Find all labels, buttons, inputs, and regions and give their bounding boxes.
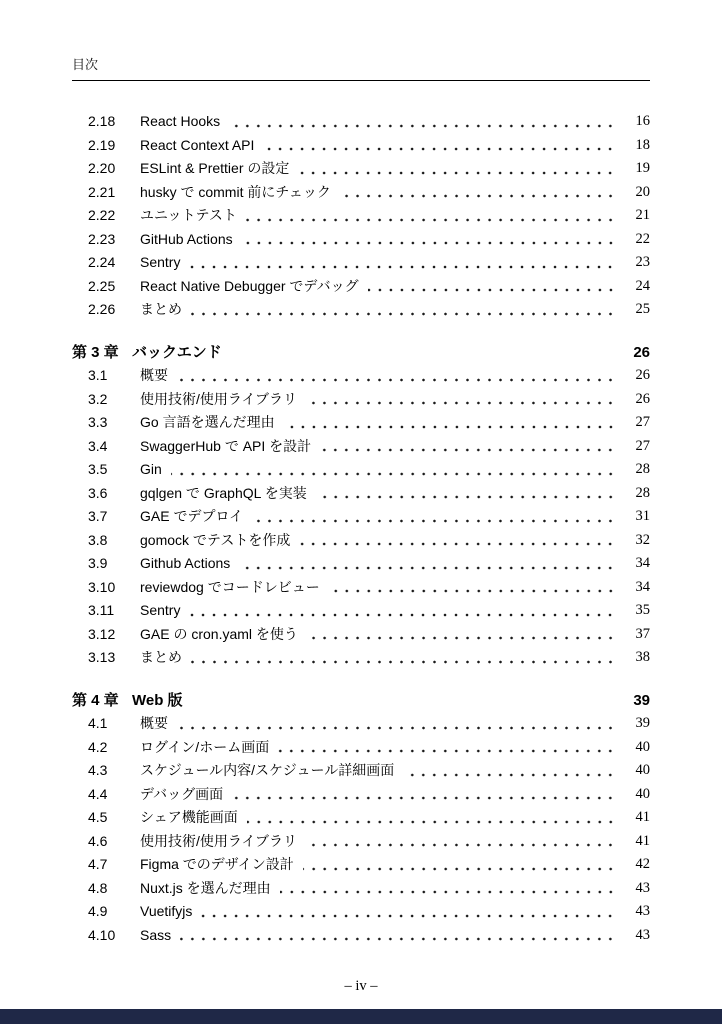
toc-entry[interactable]: [72, 388, 650, 412]
entry-number: 3.11: [88, 602, 115, 618]
chapter-page-number: 39: [633, 691, 650, 709]
entry-page-number: 27: [635, 414, 650, 430]
chapter-number: 第 3 章: [72, 343, 119, 361]
entry-title: GAE でデプロイ: [140, 508, 244, 524]
dot-leader: [229, 110, 616, 134]
page-footer: [0, 978, 722, 995]
toc-entry[interactable]: [72, 552, 650, 576]
dot-leader: [263, 134, 616, 158]
dot-leader: [280, 877, 616, 901]
entry-number: 2.25: [88, 277, 116, 294]
dot-leader: [232, 783, 616, 807]
chapter-number: 第 4 章: [72, 691, 119, 709]
dot-leader: [247, 806, 616, 830]
entry-number: 4.7: [88, 856, 108, 872]
entry-title: まとめ: [140, 301, 182, 317]
toc-entry[interactable]: [72, 900, 650, 924]
dot-leader: [171, 458, 616, 482]
entry-title: reviewdog でコードレビュー: [140, 578, 320, 595]
entry-title: 使用技術/使用ライブラリ: [140, 832, 298, 849]
entry-page-number: 40: [635, 738, 650, 755]
toc-entry[interactable]: [72, 759, 650, 783]
entry-page-number: 40: [635, 762, 650, 778]
entry-number: 2.26: [88, 301, 116, 317]
toc-entry[interactable]: [72, 482, 650, 506]
entry-title: ESLint & Prettier の設定: [140, 160, 290, 176]
toc-list: [72, 110, 650, 947]
toc-entry[interactable]: [72, 623, 650, 647]
toc-entry[interactable]: [72, 853, 650, 877]
entry-page-number: 28: [635, 461, 650, 477]
entry-title: husky で commit 前にチェック: [140, 183, 331, 200]
dot-leader: [403, 759, 616, 783]
toc-entry[interactable]: [72, 458, 650, 482]
viewer-bottom-bar: [0, 1009, 722, 1024]
entry-page-number: 18: [635, 136, 650, 153]
toc-entry[interactable]: [72, 298, 650, 322]
entry-title: 概要: [140, 367, 168, 383]
entry-title: デバッグ画面: [140, 785, 224, 802]
page-header: [72, 54, 650, 81]
entry-number: 4.10: [88, 926, 116, 943]
entry-title: まとめ: [140, 649, 182, 665]
chapter-title: バックエンド: [132, 343, 222, 361]
entry-page-number: 43: [635, 903, 650, 919]
entry-number: 3.9: [88, 555, 108, 571]
entry-number: 2.18: [88, 113, 116, 129]
toc-entry[interactable]: [72, 599, 650, 623]
entry-number: 4.4: [88, 785, 108, 802]
entry-page-number: 43: [635, 879, 650, 896]
entry-page-number: 26: [635, 390, 650, 407]
entry-page-number: 43: [635, 926, 650, 943]
dot-leader: [303, 853, 616, 877]
entry-title: スケジュール内容/スケジュール詳細画面: [140, 762, 395, 778]
entry-number: 4.2: [88, 738, 108, 755]
entry-number: 4.5: [88, 809, 108, 825]
entry-page-number: 35: [635, 602, 650, 618]
entry-number: 2.24: [88, 254, 116, 270]
entry-page-number: 34: [635, 578, 650, 595]
dot-leader: [189, 599, 616, 623]
entry-number: 3.2: [88, 390, 108, 407]
entry-title: Sass: [140, 926, 172, 943]
toc-entry[interactable]: [72, 806, 650, 830]
header-rule: [72, 80, 650, 81]
entry-title: ログイン/ホーム画面: [140, 738, 270, 755]
dot-leader: [252, 505, 616, 529]
entry-page-number: 42: [635, 856, 650, 872]
entry-title: Github Actions: [140, 555, 231, 571]
entry-page-number: 23: [635, 254, 650, 270]
entry-title: Go 言語を選んだ理由: [140, 414, 275, 430]
dot-leader: [242, 228, 616, 252]
dot-leader: [306, 388, 616, 412]
toc-entry[interactable]: [72, 736, 650, 760]
dot-leader: [278, 736, 616, 760]
dot-leader: [340, 181, 616, 205]
chapter-row[interactable]: [72, 341, 650, 365]
entry-page-number: 27: [635, 437, 650, 454]
entry-page-number: 25: [635, 301, 650, 317]
entry-title: gomock でテストを作成: [140, 531, 291, 548]
entry-title: Nuxt.js を選んだ理由: [140, 879, 271, 896]
entry-number: 4.1: [88, 715, 108, 731]
toc-entry[interactable]: [72, 411, 650, 435]
dot-leader: [316, 482, 616, 506]
chapter-row[interactable]: [72, 689, 650, 713]
toc-entry[interactable]: [72, 157, 650, 181]
entry-title: React Context API: [140, 136, 255, 153]
entry-number: 3.3: [88, 414, 108, 430]
entry-page-number: 16: [635, 113, 650, 129]
dot-leader: [320, 435, 616, 459]
toc-entry[interactable]: [72, 505, 650, 529]
entry-title: gqlgen で GraphQL を実装: [140, 484, 307, 501]
dot-leader: [307, 623, 616, 647]
entry-title: 概要: [140, 715, 168, 731]
entry-number: 3.7: [88, 508, 108, 524]
toc-entry[interactable]: [72, 181, 650, 205]
entry-page-number: 41: [635, 832, 650, 849]
header-title: 目次: [72, 57, 99, 72]
entry-title: シェア機能画面: [140, 809, 238, 825]
entry-number: 2.19: [88, 136, 116, 153]
dot-leader: [177, 712, 616, 736]
entry-number: 2.21: [88, 183, 116, 200]
entry-page-number: 39: [635, 715, 650, 731]
dot-leader: [368, 275, 616, 299]
entry-number: 3.6: [88, 484, 108, 501]
entry-number: 2.23: [88, 230, 116, 247]
entry-page-number: 24: [635, 277, 650, 294]
dot-leader: [239, 552, 616, 576]
dot-leader: [180, 924, 616, 948]
leader-space: [231, 341, 616, 365]
toc-entry[interactable]: [72, 646, 650, 670]
entry-page-number: 34: [635, 555, 650, 571]
toc-entry[interactable]: [72, 529, 650, 553]
entry-number: 2.22: [88, 207, 116, 223]
entry-number: 4.8: [88, 879, 108, 896]
leader-space: [192, 689, 616, 713]
entry-title: Gin: [140, 461, 162, 477]
entry-title: 使用技術/使用ライブラリ: [140, 390, 298, 407]
entry-title: ユニットテスト: [140, 207, 237, 223]
entry-number: 3.10: [88, 578, 116, 595]
toc-entry[interactable]: [72, 712, 650, 736]
entry-title: Vuetifyjs: [140, 903, 193, 919]
entry-page-number: 31: [635, 508, 650, 524]
entry-number: 2.20: [88, 160, 116, 176]
toc-entry[interactable]: [72, 576, 650, 600]
entry-number: 3.12: [88, 625, 116, 642]
dot-leader: [189, 251, 616, 275]
entry-number: 4.6: [88, 832, 108, 849]
toc-entry[interactable]: [72, 830, 650, 854]
toc-entry[interactable]: [72, 435, 650, 459]
entry-title: Sentry: [140, 602, 181, 618]
toc-entry[interactable]: [72, 228, 650, 252]
entry-number: 3.5: [88, 461, 108, 477]
toc-entry[interactable]: [72, 110, 650, 134]
entry-page-number: 32: [635, 531, 650, 548]
entry-page-number: 40: [635, 785, 650, 802]
toc-entry[interactable]: [72, 783, 650, 807]
dot-leader: [298, 157, 616, 181]
entry-title: SwaggerHub で API を設計: [140, 437, 312, 454]
dot-leader: [306, 830, 616, 854]
entry-title: React Hooks: [140, 113, 221, 129]
toc-entry[interactable]: [72, 251, 650, 275]
toc-entry[interactable]: [72, 275, 650, 299]
toc-entry[interactable]: [72, 364, 650, 388]
entry-page-number: 28: [635, 484, 650, 501]
entry-page-number: 41: [635, 809, 650, 825]
toc-entry[interactable]: [72, 877, 650, 901]
entry-title: Sentry: [140, 254, 181, 270]
page-number: – iv –: [344, 978, 378, 994]
dot-leader: [284, 411, 616, 435]
entry-number: 3.13: [88, 649, 116, 665]
entry-title: React Native Debugger でデバッグ: [140, 277, 359, 294]
entry-page-number: 37: [635, 625, 650, 642]
entry-title: Figma でのデザイン設計: [140, 856, 294, 872]
chapter-title: Web 版: [132, 691, 183, 709]
entry-page-number: 21: [635, 207, 650, 223]
entry-page-number: 26: [635, 367, 650, 383]
entry-title: GAE の cron.yaml を使う: [140, 625, 298, 642]
entry-number: 4.3: [88, 762, 108, 778]
entry-number: 3.8: [88, 531, 108, 548]
dot-leader: [329, 576, 616, 600]
chapter-page-number: 26: [633, 343, 650, 361]
toc-entry[interactable]: [72, 134, 650, 158]
entry-title: GitHub Actions: [140, 230, 233, 247]
dot-leader: [246, 204, 616, 228]
dot-leader: [191, 298, 616, 322]
entry-page-number: 20: [635, 183, 650, 200]
dot-leader: [201, 900, 616, 924]
entry-page-number: 22: [635, 230, 650, 247]
dot-leader: [191, 646, 616, 670]
dot-leader: [299, 529, 616, 553]
toc-entry[interactable]: [72, 204, 650, 228]
entry-number: 3.4: [88, 437, 108, 454]
toc-entry[interactable]: [72, 924, 650, 948]
entry-page-number: 19: [635, 160, 650, 176]
entry-number: 3.1: [88, 367, 108, 383]
entry-page-number: 38: [635, 649, 650, 665]
entry-number: 4.9: [88, 903, 108, 919]
dot-leader: [177, 364, 616, 388]
